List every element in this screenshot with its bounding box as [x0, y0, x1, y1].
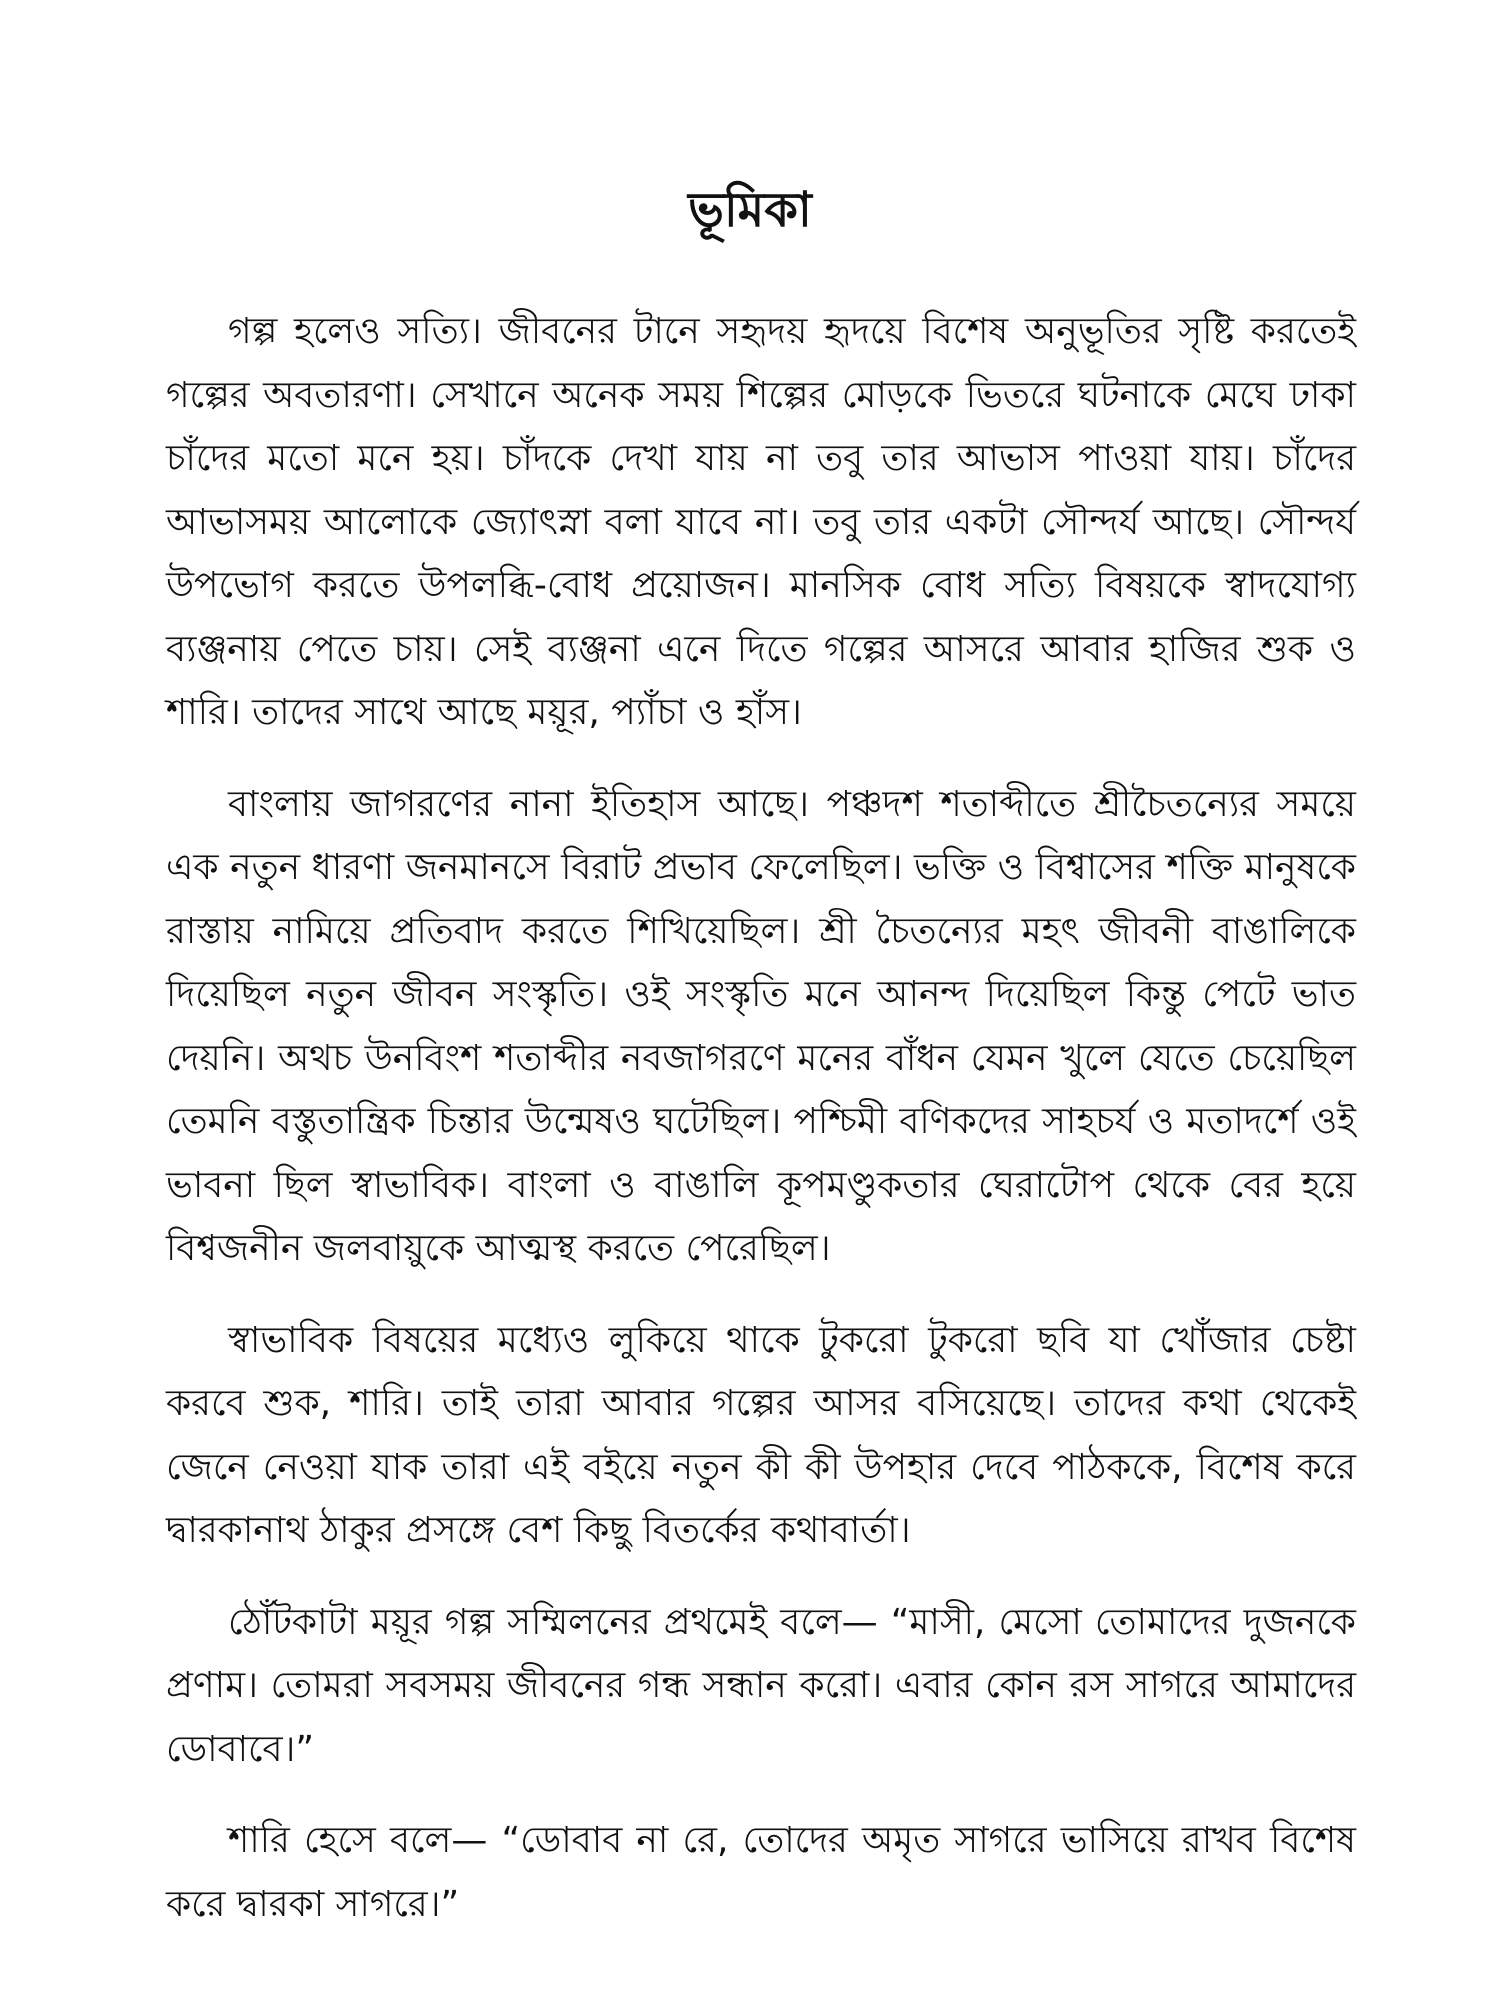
- paragraph-5: শারি হেসে বলে— “ডোবাব না রে, তোদের অমৃত সাগরে ভাসিয়ে রাখব বিশেষ করে দ্বারকা সাগরে।”: [166, 1820, 1356, 1925]
- paragraph-1: গল্প হলেও সত্যি। জীবনের টানে সহৃদয় হৃদয়ে বিশেষ অনুভূতির সৃষ্টি করতেই গল্পের অবতারণা। সেখানে অনেক সময় শিল্পের মোড়কে ভিতরে ঘটনাকে মেঘে ঢাকা চাঁদের মতো মনে হয়। চাঁদকে দেখা যায় না তবু তার আভাস পাওয়া যায়। চাঁদের আভাসময় আলোকে জ্যোৎস্না বলা যাবে না। তবু তার একটা সৌন্দর্য আছে। সৌন্দর্য উপভোগ করতে উপলব্ধি-বোধ প্রয়োজন। মানসিক বোধ সত্যি বিষয়কে স্বাদযোগ্য ব্যঞ্জনায় পেতে চায়। সেই ব্যঞ্জনা এনে দিতে গল্পের আসরে আবার হাজির শুক ও শারি। তাদের সাথে আছে ময়ূর, প্যাঁচা ও হাঁস।: [166, 311, 1356, 733]
- paragraph-2: বাংলায় জাগরণের নানা ইতিহাস আছে। পঞ্চদশ শতাব্দীতে শ্রীচৈতন্যের সময়ে এক নতুন ধারণা জনমানসে বিরাট প্রভাব ফেলেছিল। ভক্তি ও বিশ্বাসের শক্তি মানুষকে রাস্তায় নামিয়ে প্রতিবাদ করতে শিখিয়েছিল। শ্রী চৈতন্যের মহৎ জীবনী বাঙালিকে দিয়েছিল নতুন জীবন সংস্কৃতি। ওই সংস্কৃতি মনে আনন্দ দিয়েছিল কিন্তু পেটে ভাত দেয়নি। অথচ উনবিংশ শতাব্দীর নবজাগরণে মনের বাঁধন যেমন খুলে যেতে চেয়েছিল তেমনি বস্তুতান্ত্রিক চিন্তার উন্মেষও ঘটেছিল। পশ্চিমী বণিকদের সাহচর্য ও মতাদর্শে ওই ভাবনা ছিল স্বাভাবিক। বাংলা ও বাঙালি কূপমণ্ডুকতার ঘেরাটোপ থেকে বের হয়ে বিশ্বজনীন জলবায়ুকে আত্মস্থ করতে পেরেছিল।: [166, 783, 1356, 1269]
- paragraph-3: স্বাভাবিক বিষয়ের মধ্যেও লুকিয়ে থাকে টুকরো টুকরো ছবি যা খোঁজার চেষ্টা করবে শুক, শারি। তাই তারা আবার গল্পের আসর বসিয়েছে। তাদের কথা থেকেই জেনে নেওয়া যাক তারা এই বইয়ে নতুন কী কী উপহার দেবে পাঠককে, বিশেষ করে দ্বারকানাথ ঠাকুর প্রসঙ্গে বেশ কিছু বিতর্কের কথাবার্তা।: [166, 1319, 1356, 1551]
- page-title: ভূমিকা: [688, 182, 812, 239]
- paragraph-4: ঠোঁটকাটা ময়ূর গল্প সম্মিলনের প্রথমেই বলে— “মাসী, মেসো তোমাদের দুজনকে প্রণাম। তোমরা সবসময় জীবনের গন্ধ সন্ধান করো। এবার কোন রস সাগরে আমাদের ডোবাবে।”: [166, 1601, 1356, 1770]
- document-body: [166, 300, 1356, 1964]
